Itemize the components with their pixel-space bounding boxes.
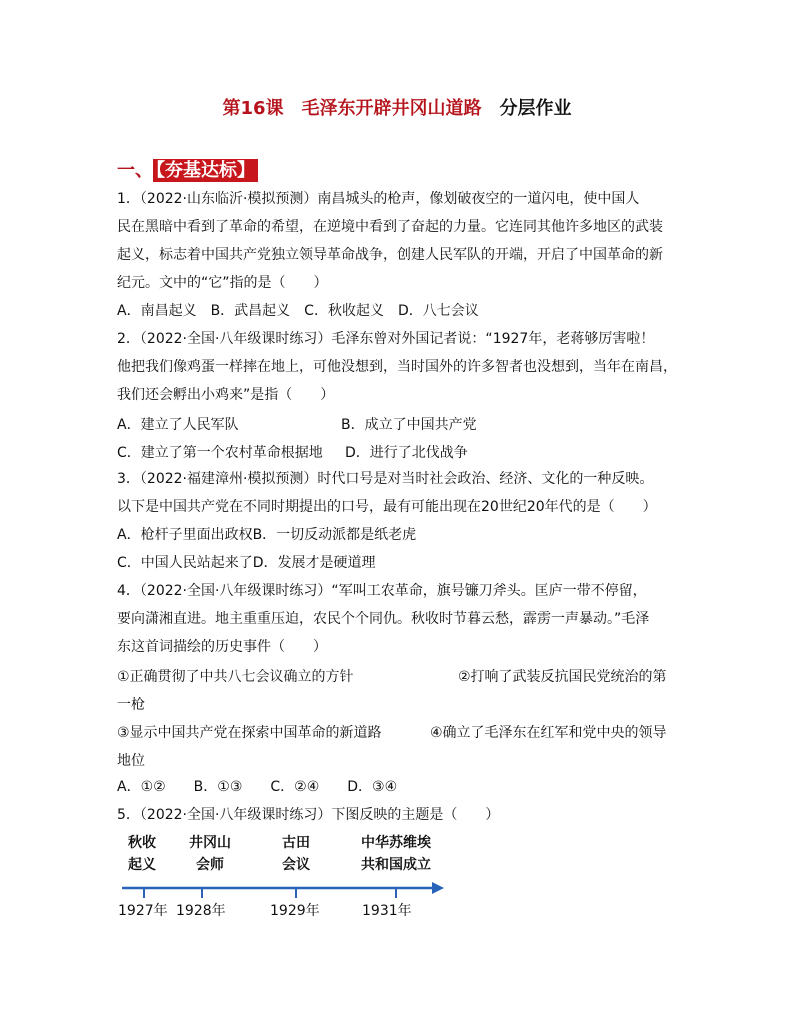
q2-option-b: B．成立了中国共产党	[341, 417, 477, 433]
timeline-year: 1929年	[270, 903, 320, 919]
q1-line-2: 民在黑暗中看到了革命的希望，在逆境中看到了奋起的力量。它连同其他许多地区的武装	[117, 219, 663, 235]
timeline-year: 1928年	[176, 903, 226, 919]
q3-options-1: A．枪杆子里面出政权B．一切反动派都是纸老虎	[117, 527, 417, 543]
q3-line-1: 3．（2022·福建漳州·模拟预测）时代口号是对当时社会政治、经济、文化的一种反映。	[117, 471, 654, 487]
q5-line-1: 5．（2022·全国·八年级课时练习）下图反映的主题是（ ）	[117, 807, 500, 823]
q4-statement-2-cont: 一枪	[117, 697, 145, 713]
q4-line-2: 要向潇湘直进。地主重重压迫，农民个个同仇。秋收时节暮云愁，霹雳一声暴动。”毛泽	[117, 611, 650, 627]
timeline-year: 1931年	[362, 903, 412, 919]
q1-line-1: 1．（2022·山东临沂·模拟预测）南昌城头的枪声，像划破夜空的一道闪电，使中国人	[117, 191, 640, 207]
q2-line-1: 2．（2022·全国·八年级课时练习）毛泽东曾对外国记者说：“1927年，老蒋够厉害啦！	[117, 331, 655, 347]
page-title	[0, 94, 794, 120]
q2-option-d: D．进行了北伐战争	[345, 445, 468, 461]
q2-option-c: C．建立了第一个农村革命根据地	[117, 445, 323, 461]
timeline-event-line-2: 共和国成立	[361, 857, 431, 873]
timeline-event-line-1: 古田	[282, 835, 310, 851]
q4-statement-2: ②打响了武装反抗国民党统治的第	[458, 669, 667, 685]
q4-statement-4: ④确立了毛泽东在红军和党中央的领导	[430, 725, 667, 741]
q4-options: A．①② B．①③ C．②④ D．③④	[117, 779, 398, 795]
q4-statement-1: ①正确贯彻了中共八七会议确立的方针	[117, 669, 354, 685]
section-tag: 【夯基达标】	[153, 159, 258, 182]
timeline-figure	[110, 826, 460, 926]
q1-options: A．南昌起义 B．武昌起义 C．秋收起义 D．八七会议	[117, 303, 479, 319]
lesson-title: 第16课 毛泽东开辟井冈山道路	[222, 98, 482, 119]
timeline-event-line-2: 起义	[128, 857, 156, 873]
timeline-year: 1927年	[118, 903, 168, 919]
q3-options-2: C．中国人民站起来了D．发展才是硬道理	[117, 555, 376, 571]
q2-line-2: 他把我们像鸡蛋一样摔在地上，可他没想到，当时国外的许多智者也没想到，当年在南昌，	[117, 359, 677, 375]
section-prefix: 一、	[117, 160, 153, 181]
timeline-arrow-head	[432, 882, 444, 894]
q2-line-3: 我们还会孵出小鸡来”是指（ ）	[117, 387, 335, 403]
q4-statement-4-cont: 地位	[117, 753, 145, 769]
lesson-subtitle: 分层作业	[499, 98, 572, 119]
timeline-axis-svg	[110, 826, 460, 906]
q2-option-a: A．建立了人民军队	[117, 417, 239, 433]
section-heading	[117, 156, 258, 182]
q1-line-3: 起义，标志着中国共产党独立领导革命战争，创建人民军队的开端，开启了中国革命的新	[117, 247, 663, 263]
timeline-event-line-1: 井冈山	[189, 835, 231, 851]
timeline-event-line-1: 中华苏维埃	[361, 835, 431, 851]
q1-line-4: 纪元。文中的“它”指的是（ ）	[117, 275, 328, 291]
timeline-event-line-1: 秋收	[128, 835, 156, 851]
q4-line-3: 东这首词描绘的历史事件（ ）	[117, 639, 327, 655]
q3-line-2: 以下是中国共产党在不同时期提出的口号，最有可能出现在20世纪20年代的是（ ）	[117, 499, 657, 515]
q4-line-1: 4．（2022·全国·八年级课时练习）“军叫工农革命，旗号镰刀斧头。匡庐一带不停留，	[117, 583, 647, 599]
timeline-event-line-2: 会议	[282, 857, 310, 873]
q4-statement-3: ③显示中国共产党在探索中国革命的新道路	[117, 725, 382, 741]
timeline-event-line-2: 会师	[196, 857, 224, 873]
